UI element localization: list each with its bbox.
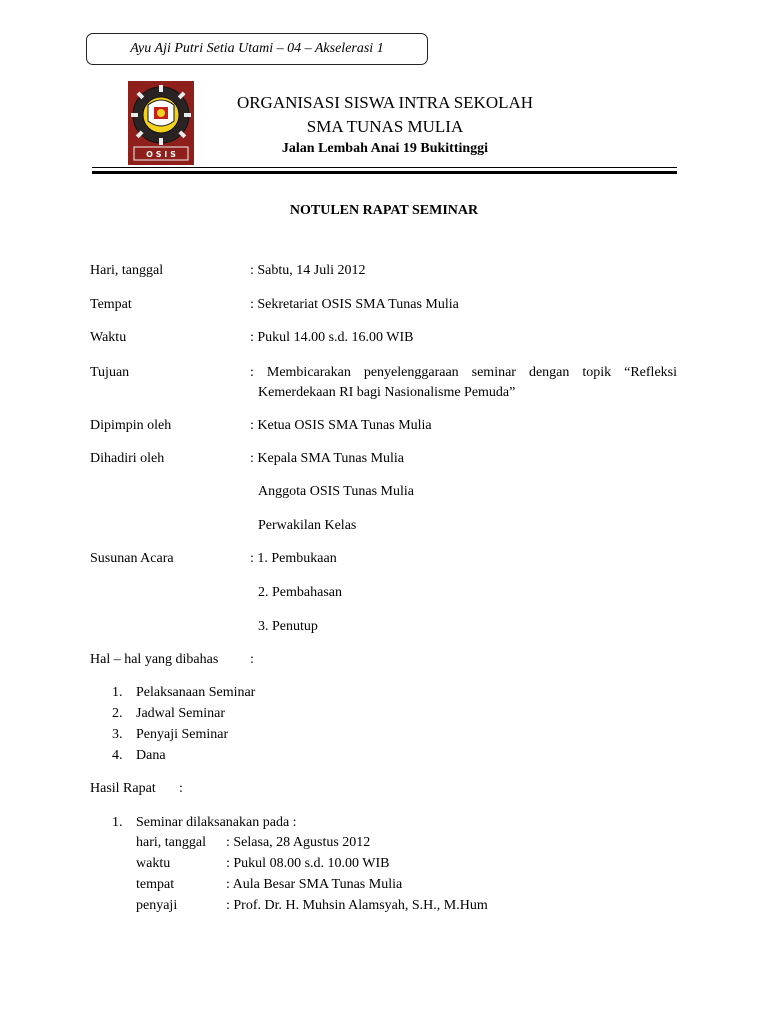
results-colon: : xyxy=(179,781,183,796)
field-label-purpose: Tujuan xyxy=(90,365,130,380)
field-value-agenda-3: 3. Penutup xyxy=(258,619,318,634)
field-value-chair: : Ketua OSIS SMA Tunas Mulia xyxy=(250,418,432,433)
field-value-date: : Sabtu, 14 Juli 2012 xyxy=(250,263,366,278)
results-heading: Hasil Rapat xyxy=(90,781,156,796)
topic-number: 3. xyxy=(112,727,123,742)
field-label-chair: Dipimpin oleh xyxy=(90,418,172,433)
school-address: Jalan Lembah Anai 19 Bukittinggi xyxy=(281,141,489,156)
result-detail-value-presenter: : Prof. Dr. H. Muhsin Alamsyah, S.H., M.Hum xyxy=(226,898,488,913)
osis-logo xyxy=(128,81,194,165)
field-value-purpose-cont: Kemerdekaan RI bagi Nasionalisme Pemuda” xyxy=(258,385,516,400)
field-label-agenda: Susunan Acara xyxy=(90,551,174,566)
result-detail-label-time: waktu xyxy=(136,856,171,871)
topics-colon: : xyxy=(250,652,254,667)
topic-item: Pelaksanaan Seminar xyxy=(136,685,256,700)
field-value-place: : Sekretariat OSIS SMA Tunas Mulia xyxy=(250,297,459,312)
result-detail-label-place: tempat xyxy=(136,877,175,892)
topic-item: Jadwal Seminar xyxy=(136,706,226,721)
result-item: Seminar dilaksanakan pada : xyxy=(136,815,297,830)
header-divider-thin xyxy=(92,167,677,168)
org-name: ORGANISASI SISWA INTRA SEKOLAH xyxy=(236,93,534,112)
field-value-attendees-2: Anggota OSIS Tunas Mulia xyxy=(258,484,414,499)
result-detail-value-time: : Pukul 08.00 s.d. 10.00 WIB xyxy=(226,856,390,871)
result-number: 1. xyxy=(112,815,123,830)
author-label-box xyxy=(86,33,428,65)
field-value-attendees: : Kepala SMA Tunas Mulia xyxy=(250,451,405,466)
field-value-time: : Pukul 14.00 s.d. 16.00 WIB xyxy=(250,330,414,345)
field-label-time: Waktu xyxy=(90,330,127,345)
field-value-agenda-2: 2. Pembahasan xyxy=(258,585,342,600)
logo-text: O S I S xyxy=(146,150,176,159)
result-detail-label-date: hari, tanggal xyxy=(136,835,206,850)
result-detail-value-date: : Selasa, 28 Agustus 2012 xyxy=(226,835,371,850)
field-value-purpose: : Membicarakan penyelenggaraan seminar dengan topik “Refleksi xyxy=(250,365,677,380)
field-value-agenda: : 1. Pembukaan xyxy=(250,551,337,566)
topic-number: 1. xyxy=(112,685,123,700)
topic-item: Dana xyxy=(136,748,166,763)
field-label-place: Tempat xyxy=(90,297,132,312)
field-label-attendees: Dihadiri oleh xyxy=(90,451,165,466)
field-value-attendees-3: Perwakilan Kelas xyxy=(258,518,357,533)
topic-number: 4. xyxy=(112,748,123,763)
author-line: Ayu Aji Putri Setia Utami – 04 – Akselerasi 1 xyxy=(130,41,384,56)
header-divider-thick xyxy=(92,171,677,174)
result-detail-value-place: : Aula Besar SMA Tunas Mulia xyxy=(226,877,403,892)
document-title: NOTULEN RAPAT SEMINAR xyxy=(289,203,479,218)
topics-heading: Hal – hal yang dibahas xyxy=(90,652,219,667)
school-name: SMA TUNAS MULIA xyxy=(306,117,464,136)
result-detail-label-presenter: penyaji xyxy=(136,898,178,913)
topic-item: Penyaji Seminar xyxy=(136,727,229,742)
topic-number: 2. xyxy=(112,706,123,721)
field-label-date: Hari, tanggal xyxy=(90,263,164,278)
